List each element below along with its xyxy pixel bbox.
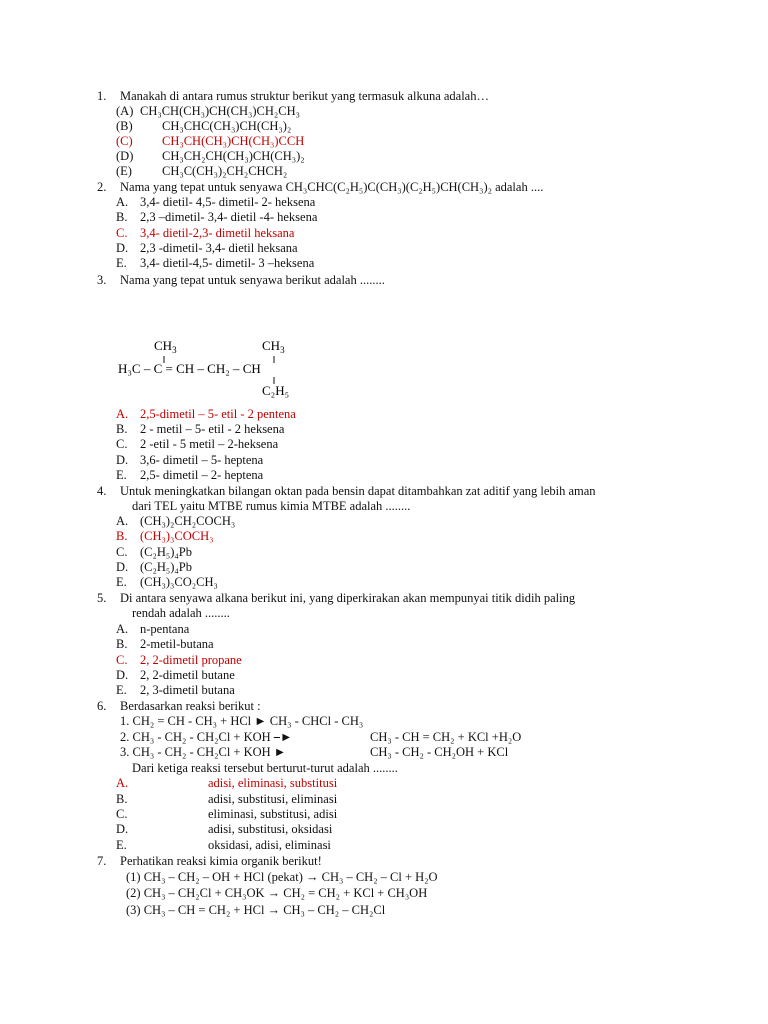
question-number: 4. xyxy=(97,484,107,498)
option-label: D. xyxy=(116,822,129,836)
reaction-lhs: 3. CH₃ - CH₂ - CH₂Cl + KOH ► xyxy=(120,745,287,759)
reaction-equation: (3) CH₃ – CH = CH₂ + HCl → CH₃ – CH₂ – CH₂Cl xyxy=(126,903,386,917)
option-text: n-pentana xyxy=(140,622,190,636)
question-number: 5. xyxy=(97,591,107,605)
option-label: A. xyxy=(116,622,129,636)
option-text: CH₃CHC(CH₃)CH(CH₃)₂ xyxy=(162,119,292,133)
option-text: 2,5-dimetil – 5- etil - 2 pentena xyxy=(140,407,296,421)
question-number: 7. xyxy=(97,854,107,868)
option-text: 2 - metil – 5- etil - 2 heksena xyxy=(140,422,285,436)
option-label: D. xyxy=(116,453,129,467)
option-text: (CH₃)₂CH₂COCH₃ xyxy=(140,514,236,528)
option-label: E. xyxy=(116,683,127,697)
option-text: CH₃CH(CH₃)CH(CH₃)CH₂CH₃ xyxy=(140,104,300,118)
option-label: C. xyxy=(116,807,128,821)
option-label: (C) xyxy=(116,134,133,148)
sub-question: Dari ketiga reaksi tersebut berturut-turut adalah ........ xyxy=(132,761,398,775)
option-label: C. xyxy=(116,545,128,559)
option-text: 3,4- dietil-4,5- dimetil- 3 –heksena xyxy=(140,256,315,270)
option-text: adisi, substitusi, eliminasi xyxy=(208,792,338,806)
question-text: Perhatikan reaksi kimia organik berikut! xyxy=(120,854,322,868)
option-label: E. xyxy=(116,575,127,589)
option-label: C. xyxy=(116,437,128,451)
option-text: CH₃CH₂CH(CH₃)CH(CH₃)₂ xyxy=(162,149,305,163)
reaction-rhs: CH₃ - CH = CH₂ + KCl +H₂O xyxy=(370,730,522,744)
option-text: 2, 3-dimetil butana xyxy=(140,683,235,697)
question-text: Nama yang tepat untuk senyawa berikut adalah ........ xyxy=(120,273,385,287)
option-text: CH₃CH(CH₃)CH(CH₃)CCH xyxy=(162,134,305,148)
option-label: A. xyxy=(116,407,129,421)
option-label: B. xyxy=(116,792,128,806)
question-text: Berdasarkan reaksi berikut : xyxy=(120,699,261,713)
option-label: D. xyxy=(116,241,129,255)
option-label: D. xyxy=(116,668,129,682)
option-label: (D) xyxy=(116,149,134,163)
methyl-group-right: $CH_3$ xyxy=(262,338,285,355)
option-text: (C₂H₅)₄Pb xyxy=(140,560,192,574)
option-text: (CH₃)₃COCH₃ xyxy=(140,529,214,543)
option-text: 3,4- dietil-2,3- dimetil heksana xyxy=(140,226,295,240)
option-label: E. xyxy=(116,838,127,852)
option-label: (B) xyxy=(116,119,133,133)
methyl-group-left: $CH_3$ xyxy=(154,338,177,355)
option-label: E. xyxy=(116,468,127,482)
question-text-continued: dari TEL yaitu MTBE rumus kimia MTBE adalah ........ xyxy=(132,499,411,513)
question-text: Nama yang tepat untuk senyawa CH₃CHC(C₂H₅)C(CH₃)(C₂H₅)CH(CH₃)₂ adalah .... xyxy=(120,180,544,194)
question-text: Manakah di antara rumus struktur berikut yang termasuk alkuna adalah… xyxy=(120,89,489,103)
option-text: adisi, eliminasi, substitusi xyxy=(208,776,338,790)
option-label: A. xyxy=(116,195,129,209)
main-chain: H₃C – C = CH – CH₂ – CH xyxy=(118,361,261,376)
reaction-equation: (2) CH₃ – CH₂Cl + CH₃OK → CH₂ = CH₂ + KCl + CH₃OH xyxy=(126,886,428,900)
option-text: CH₃C(CH₃)₂CH₂CHCH₂ xyxy=(162,164,288,178)
option-label: B. xyxy=(116,529,128,543)
option-text: (C₂H₅)₄Pb xyxy=(140,545,192,559)
option-label: (E) xyxy=(116,164,132,178)
option-text: 2,3 -dimetil- 3,4- dietil heksana xyxy=(140,241,298,255)
reaction-equation: (1) CH₃ – CH₂ – OH + HCl (pekat) → CH₃ – CH₂ – Cl + H₂O xyxy=(126,870,438,884)
option-label: A. xyxy=(116,514,129,528)
option-text: 2-metil-butana xyxy=(140,637,214,651)
option-text: (CH₃)₃CO₂CH₃ xyxy=(140,575,218,589)
reaction-equation: 1. CH₂ = CH - CH₃ + HCl ► CH₃ - CHCl - CH₃ xyxy=(120,714,364,728)
reaction-rhs: CH₃ - CH₂ - CH₂OH + KCl xyxy=(370,745,509,759)
reaction-lhs: 2. CH₃ - CH₂ - CH₂Cl + KOH ⎯► xyxy=(120,730,293,744)
option-text: eliminasi, substitusi, adisi xyxy=(208,807,338,821)
option-label: B. xyxy=(116,422,128,436)
question-number: 3. xyxy=(97,273,107,287)
option-label: B. xyxy=(116,210,128,224)
option-text: 2,3 –dimetil- 3,4- dietil -4- heksena xyxy=(140,210,318,224)
option-text: 2,5- dimetil – 2- heptena xyxy=(140,468,264,482)
option-text: adisi, substitusi, oksidasi xyxy=(208,822,333,836)
question-text: Untuk meningkatkan bilangan oktan pada bensin dapat ditambahkan zat aditif yang lebih aman xyxy=(120,484,596,498)
question-text: Di antara senyawa alkana berikut ini, yang diperkirakan akan mempunyai titik didih paling xyxy=(120,591,576,605)
question-number: 6. xyxy=(97,699,107,713)
question-text-continued: rendah adalah ........ xyxy=(132,606,230,620)
option-label: B. xyxy=(116,637,128,651)
option-label: C. xyxy=(116,653,128,667)
option-label: C. xyxy=(116,226,128,240)
ethyl-group: C₂H₅ xyxy=(262,383,290,398)
option-text: oksidasi, adisi, eliminasi xyxy=(208,838,331,852)
structural-formula xyxy=(110,330,350,402)
option-label: (A) xyxy=(116,104,134,118)
option-label: A. xyxy=(116,776,129,790)
option-text: 3,4- dietil- 4,5- dimetil- 2- heksena xyxy=(140,195,316,209)
option-text: 2, 2-dimetil butane xyxy=(140,668,235,682)
option-label: D. xyxy=(116,560,129,574)
option-text: 2, 2-dimetil propane xyxy=(140,653,242,667)
option-text: 3,6- dimetil – 5- heptena xyxy=(140,453,264,467)
question-number: 2. xyxy=(97,180,107,194)
option-label: E. xyxy=(116,256,127,270)
option-text: 2 -etil - 5 metil – 2-heksena xyxy=(140,437,279,451)
question-number: 1. xyxy=(97,89,107,103)
